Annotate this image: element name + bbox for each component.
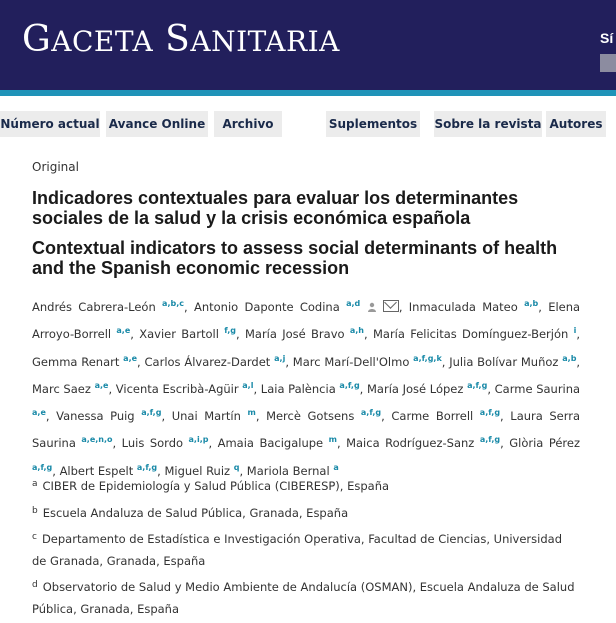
author-affiliation-ref[interactable]: m xyxy=(247,408,256,418)
author-entry xyxy=(172,409,256,423)
author-affiliation-ref[interactable]: a,b xyxy=(562,353,577,363)
author-name[interactable]: Elena Arroyo-Borrell xyxy=(32,300,581,342)
author-name[interactable]: Mariola Bernal xyxy=(246,463,330,478)
author-entry xyxy=(449,355,576,369)
author-name[interactable]: Amaia Bacigalupe xyxy=(217,436,324,451)
author-entry xyxy=(122,436,209,450)
author-affiliation-ref[interactable]: a,e xyxy=(116,326,131,336)
author-name[interactable]: Inmaculada Mateo xyxy=(408,300,518,314)
author-affiliation-ref[interactable]: i xyxy=(573,326,577,336)
author-entry xyxy=(266,409,381,423)
author-affiliation-ref[interactable]: a,b xyxy=(524,299,539,308)
author-name[interactable]: Andrés Cabrera-León xyxy=(32,300,156,314)
article-type: Original xyxy=(32,160,79,174)
author-entry xyxy=(56,409,161,423)
affiliation-item xyxy=(32,501,580,525)
author-entry xyxy=(373,327,576,341)
nav-item-numero-actual[interactable]: Número actual xyxy=(0,111,100,137)
author-entry xyxy=(367,382,487,396)
author-affiliation-ref[interactable]: a,h xyxy=(349,326,364,336)
header-top-right-box[interactable] xyxy=(600,54,616,72)
author-affiliation-ref[interactable]: a,f,g xyxy=(136,462,158,472)
header-accent-rule xyxy=(0,90,616,96)
affiliation-item xyxy=(32,527,580,572)
nav-item-suplementos[interactable]: Suplementos xyxy=(326,111,420,137)
author-affiliation-ref[interactable]: a,f,g xyxy=(479,435,501,445)
author-affiliation-ref[interactable]: a,e xyxy=(94,380,109,390)
author-name[interactable]: Vanessa Puig xyxy=(56,409,135,424)
author-affiliation-ref[interactable]: a,b,c xyxy=(162,299,184,308)
author-entry xyxy=(391,409,500,423)
author-name[interactable]: Glòria Pérez xyxy=(509,436,581,451)
author-affiliation-ref[interactable]: m xyxy=(328,435,337,445)
article-title-es: Indicadores contextuales para evaluar los determinantes sociales de la salud y la crisis económica española xyxy=(32,188,519,228)
author-affiliation-ref[interactable]: f,g xyxy=(224,326,237,336)
author-name[interactable]: Laia Palència xyxy=(260,381,336,396)
affiliation-text: Escuela Andaluza de Salud Pública, Granada, España xyxy=(42,505,349,520)
author-name[interactable]: Vicenta Escribà-Agüir xyxy=(115,381,239,396)
author-affiliation-ref[interactable]: a,f,g,k xyxy=(413,353,442,363)
author-affiliation-ref[interactable]: a,e xyxy=(32,408,46,418)
author-entry xyxy=(32,355,137,369)
author-affiliation-ref[interactable]: a,f,g xyxy=(479,408,501,418)
main-nav xyxy=(0,111,616,137)
author-entry xyxy=(145,355,286,369)
affiliation-key: c xyxy=(32,532,37,542)
author-name[interactable]: Marc Marí-Dell'Olmo xyxy=(292,354,410,369)
affiliation-item xyxy=(32,474,580,498)
author-name[interactable]: Unai Martín xyxy=(171,409,241,424)
nav-item-autores[interactable]: Autores xyxy=(546,111,606,137)
author-affiliation-ref[interactable]: a xyxy=(333,462,339,472)
header-top-right-label[interactable]: Sí xyxy=(600,30,614,46)
author-name[interactable]: Carme Saurina xyxy=(494,381,581,396)
author-entry xyxy=(218,436,337,450)
author-name[interactable]: Miguel Ruiz xyxy=(164,463,231,478)
author-affiliation-ref[interactable]: a,f,g xyxy=(467,380,488,390)
author-entry xyxy=(139,327,236,341)
author-list: Andrés Cabrera-León $^{a,b,c}$, Antonio Daponte Codina $^{a,d}$ , Inmaculada Mateo $^{a,b}$, Elena Arroyo-Borrell $^{a,e}$, Xavier Bartoll $^{f,g}$, María José Bravo $^{a,h}$, María Felicitas Domínguez-Berjón $^i$, Gemma Renart $^{a,e}$, Carlos Álvarez-Dardet $^{a,j}$, Marc Marí-Dell'Olmo $^{a,f,g,k}$, Julia Bolívar Muñoz $^{a,b}$, Marc Saez $^{a,e}$, Vicenta Escribà-Agüir $^{a,l}$, Laia Palència $^{a,f,g}$, María José López $^{a,f,g}$, Carme Saurina $^{a,e}$, Vanessa Puig $^{a,f,g}$, Unai Martín $^m$, Mercè Gotsens $^{a,f,g}$, Carme Borrell $^{a,f,g}$, Laura Serra Saurina $^{a,e,n,o}$, Luis Sordo $^{a,i,p}$, Amaia Bacigalupe $^m$, Maica Rodríguez-Sanz $^{a,f,g}$, Glòria Pérez $^{a,f,g}$, Albert Espelt $^{a,f,g}$, Miguel Ruiz $^q$, Mariola Bernal $^a$ xyxy=(32,299,581,478)
author-affiliation-ref[interactable]: q xyxy=(233,462,240,472)
author-affiliation-ref[interactable]: a,f,g xyxy=(32,462,53,472)
author-affiliation-ref[interactable]: a,l xyxy=(242,380,254,390)
author-name[interactable]: Antonio Daponte Codina xyxy=(193,300,340,314)
author-affiliation-ref[interactable]: a,i,p xyxy=(188,435,209,445)
nav-item-sobre-la-revista[interactable]: Sobre la revista xyxy=(434,111,542,137)
author-entry xyxy=(409,300,538,314)
author-entry xyxy=(32,382,108,396)
author-affiliation-ref[interactable]: a,f,g xyxy=(141,408,162,418)
author-entry xyxy=(346,436,500,450)
affiliation-text: Departamento de Estadística e Investigación Operativa, Facultad de Ciencias, Universidad de Granada, Granada, España xyxy=(32,532,562,568)
author-affiliation-ref[interactable]: a,d xyxy=(346,299,361,308)
author-name[interactable]: Carme Borrell xyxy=(391,409,474,424)
author-name[interactable]: Marc Saez xyxy=(32,381,91,396)
author-name[interactable]: Albert Espelt xyxy=(59,463,134,478)
affiliation-list xyxy=(32,474,580,623)
affiliation-key: a xyxy=(32,479,38,489)
author-name[interactable]: Gemma Renart xyxy=(32,354,120,369)
author-name[interactable]: Laura Serra Saurina xyxy=(32,409,581,451)
author-entry xyxy=(261,382,360,396)
author-affiliation-ref[interactable]: a,j xyxy=(274,353,286,363)
affiliation-item xyxy=(32,575,580,620)
author-entry xyxy=(194,300,399,314)
affiliation-text: CIBER de Epidemiología y Salud Pública (CIBERESP), España xyxy=(42,479,390,493)
author-name[interactable]: María Felicitas Domínguez-Berjón xyxy=(372,327,569,342)
affiliation-text: Observatorio de Salud y Medio Ambiente de Andalucía (OSMAN), Escuela Andaluza de Salud Pública, Granada, España xyxy=(32,580,575,616)
author-affiliation-ref[interactable]: a,f,g xyxy=(360,408,382,418)
journal-logo[interactable]: GACETA SANITARIA xyxy=(22,19,340,60)
affiliation-key: b xyxy=(32,505,38,516)
nav-item-avance-online[interactable]: Avance Online xyxy=(106,111,208,137)
author-affiliation-ref[interactable]: a,f,g xyxy=(339,380,360,390)
site-header xyxy=(0,0,616,90)
author-entry xyxy=(32,300,184,314)
article-title-en: Contextual indicators to assess social determinants of health and the Spanish economic recession xyxy=(32,238,558,278)
author-name[interactable]: María José Bravo xyxy=(244,327,345,342)
person-icon[interactable] xyxy=(367,298,377,308)
author-entry xyxy=(116,382,254,396)
author-name[interactable]: Xavier Bartoll xyxy=(139,327,219,342)
author-affiliation-ref[interactable]: a,e,n,o xyxy=(81,435,113,445)
author-name[interactable]: Mercè Gotsens xyxy=(266,409,355,424)
author-name[interactable]: Carlos Álvarez-Dardet xyxy=(144,354,271,369)
author-entry xyxy=(293,355,442,369)
author-name[interactable]: Maica Rodríguez-Sanz xyxy=(346,436,475,451)
author-name[interactable]: María José López xyxy=(367,381,464,396)
author-name[interactable]: Luis Sordo xyxy=(121,436,184,451)
affiliation-key: d xyxy=(32,580,38,590)
nav-item-archivo[interactable]: Archivo xyxy=(214,111,282,137)
author-name[interactable]: Julia Bolívar Muñoz xyxy=(449,354,559,369)
envelope-icon[interactable] xyxy=(383,300,399,312)
author-entry xyxy=(245,327,364,341)
author-affiliation-ref[interactable]: a,e xyxy=(123,353,138,363)
